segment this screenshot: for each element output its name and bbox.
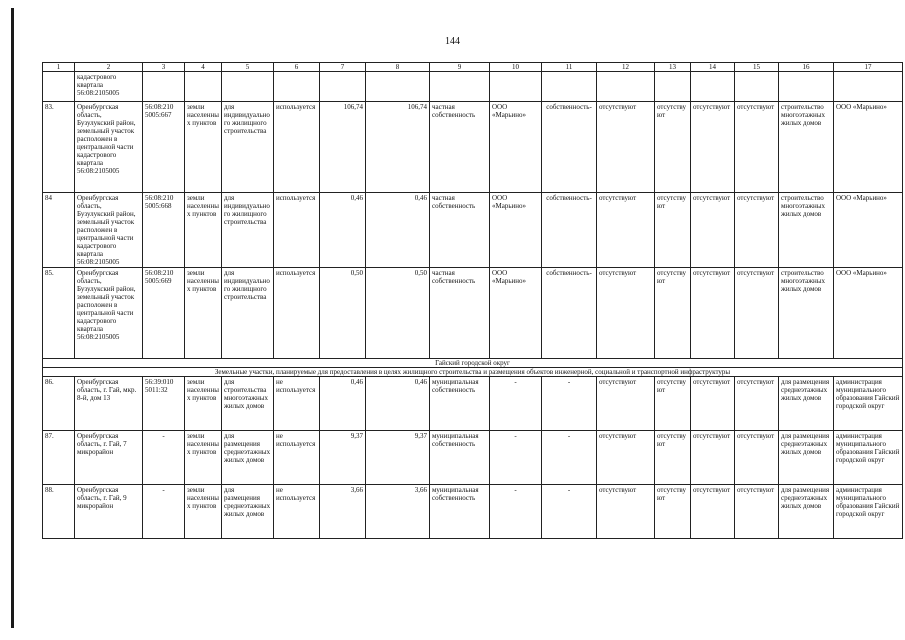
row-number: 85.: [43, 268, 75, 359]
restrictions: отсутствуют: [597, 377, 655, 431]
restrictions: отсутствуют: [597, 485, 655, 539]
column-number: 11: [542, 63, 597, 72]
permitted-use: для размещения среднеэтажных жилых домов: [222, 485, 274, 539]
col-15: отсутствуют: [735, 193, 779, 268]
area-value: 3,66: [320, 485, 366, 539]
column-number: 6: [274, 63, 320, 72]
col-15: отсутствуют: [735, 485, 779, 539]
cadastral-number: -: [143, 431, 185, 485]
column-number: 8: [366, 63, 430, 72]
table-row: [43, 268, 903, 359]
use-status: используется: [274, 268, 320, 359]
restrictions: отсутствуют: [597, 102, 655, 193]
initiator: администрация муниципального образования Гайский городской округ: [834, 431, 903, 485]
col-14: отсутствуют: [691, 193, 735, 268]
cadastral-number: 56:08:210 5005:669: [143, 268, 185, 359]
col-13: отсутствуют: [655, 193, 691, 268]
table-row: [43, 377, 903, 431]
column-number-row: [43, 63, 903, 72]
col-13: отсутствуют: [655, 431, 691, 485]
land-category: земли населенных пунктов: [185, 431, 222, 485]
column-number: 10: [490, 63, 542, 72]
location-cell: кадастрового квартала 56:08:2105005: [75, 72, 143, 102]
cadastral-number: -: [143, 485, 185, 539]
use-status: используется: [274, 193, 320, 268]
area-value: 0,46: [366, 377, 430, 431]
cadastral-number: 56:08:210 5005:668: [143, 193, 185, 268]
owner: -: [490, 431, 542, 485]
column-number: 9: [430, 63, 490, 72]
rights: -: [542, 377, 597, 431]
use-status: не используется: [274, 485, 320, 539]
rights: -: [542, 485, 597, 539]
location-cell: Оренбургская область, г. Гай, 7 микрорайон: [75, 431, 143, 485]
area-value: 0,50: [320, 268, 366, 359]
section-row: [43, 359, 903, 368]
col-15: отсутствуют: [735, 268, 779, 359]
rights: -: [542, 431, 597, 485]
table-row: [43, 193, 903, 268]
col-15: отсутствуют: [735, 377, 779, 431]
permitted-use: для строительства многоэтажных жилых домов: [222, 377, 274, 431]
col-13: отсутствуют: [655, 102, 691, 193]
col-13: отсутствуют: [655, 268, 691, 359]
initiator: ООО «Марьино»: [834, 102, 903, 193]
row-number: 86.: [43, 377, 75, 431]
permitted-use: для индивидуального жилищного строительства: [222, 193, 274, 268]
owner: -: [490, 485, 542, 539]
initiator: ООО «Марьино»: [834, 193, 903, 268]
cadastral-number: 56:39:010 5011:32: [143, 377, 185, 431]
restrictions: отсутствуют: [597, 431, 655, 485]
col-15: отсутствуют: [735, 431, 779, 485]
ownership-form: частная собственность: [430, 102, 490, 193]
column-number: 4: [185, 63, 222, 72]
subsection-title: Земельные участки, планируемые для предоставления в целях жилищного строительства и размещения объектов инженерной, социальной и транспортной инфраструктуры: [43, 368, 903, 377]
area-value: 106,74: [320, 102, 366, 193]
cadastral-number: 56:08:210 5005:667: [143, 102, 185, 193]
initiator: администрация муниципального образования Гайский городской округ: [834, 485, 903, 539]
use-status: не используется: [274, 377, 320, 431]
ownership-form: частная собственность: [430, 193, 490, 268]
rights: собственность-: [542, 193, 597, 268]
location-cell: Оренбургская область, Бузулукский район, земельный участок расположен в центральной части кадастрового квартала 56:08:2105005: [75, 102, 143, 193]
land-category: земли населенных пунктов: [185, 102, 222, 193]
column-number: 3: [143, 63, 185, 72]
planned-purpose: для размещения среднеэтажных жилых домов: [779, 377, 834, 431]
owner: ООО «Марьино»: [490, 102, 542, 193]
col-14: отсутствуют: [691, 102, 735, 193]
subsection-row: [43, 368, 903, 377]
column-number: 16: [779, 63, 834, 72]
planned-purpose: для размещения среднеэтажных жилых домов: [779, 431, 834, 485]
planned-purpose: строительство многоэтажных жилых домов: [779, 102, 834, 193]
land-category: земли населенных пунктов: [185, 485, 222, 539]
initiator: администрация муниципального образования Гайский городской округ: [834, 377, 903, 431]
column-number: 15: [735, 63, 779, 72]
column-number: 13: [655, 63, 691, 72]
location-cell: Оренбургская область, Бузулукский район, земельный участок расположен в центральной части кадастрового квартала 56:08:2105005: [75, 268, 143, 359]
ownership-form: муниципальная собственность: [430, 485, 490, 539]
owner: ООО «Марьино»: [490, 268, 542, 359]
permitted-use: для индивидуального жилищного строительства: [222, 268, 274, 359]
permitted-use: для размещения среднеэтажных жилых домов: [222, 431, 274, 485]
location-cell: Оренбургская область, г. Гай, 9 микрорайон: [75, 485, 143, 539]
area-value: 3,66: [366, 485, 430, 539]
row-number: 83.: [43, 102, 75, 193]
column-number: 14: [691, 63, 735, 72]
col-13: отсутствуют: [655, 377, 691, 431]
land-category: земли населенных пунктов: [185, 268, 222, 359]
initiator: ООО «Марьино»: [834, 268, 903, 359]
area-value: 0,46: [366, 193, 430, 268]
column-number: 5: [222, 63, 274, 72]
area-value: 106,74: [366, 102, 430, 193]
area-value: 0,46: [320, 377, 366, 431]
table-row: [43, 485, 903, 539]
ownership-form: частная собственность: [430, 268, 490, 359]
column-number: 1: [43, 63, 75, 72]
ownership-form: муниципальная собственность: [430, 377, 490, 431]
land-category: земли населенных пунктов: [185, 377, 222, 431]
column-number: 12: [597, 63, 655, 72]
row-number: 88.: [43, 485, 75, 539]
scan-border-edge: [11, 8, 14, 628]
row-number: 87.: [43, 431, 75, 485]
land-category: земли населенных пунктов: [185, 193, 222, 268]
area-value: 0,46: [320, 193, 366, 268]
table-row: [43, 102, 903, 193]
row-number: 84: [43, 193, 75, 268]
rights: собственность-: [542, 102, 597, 193]
col-14: отсутствуют: [691, 268, 735, 359]
use-status: не используется: [274, 431, 320, 485]
col-15: отсутствуют: [735, 102, 779, 193]
owner: -: [490, 377, 542, 431]
col-14: отсутствуют: [691, 377, 735, 431]
ownership-form: муниципальная собственность: [430, 431, 490, 485]
col-13: отсутствуют: [655, 485, 691, 539]
column-number: 7: [320, 63, 366, 72]
area-value: 0,50: [366, 268, 430, 359]
land-plots-table: [42, 62, 903, 539]
planned-purpose: для размещения среднеэтажных жилых домов: [779, 485, 834, 539]
permitted-use: для индивидуального жилищного строительства: [222, 102, 274, 193]
location-cell: Оренбургская область, г. Гай, мкр. 8-й, дом 13: [75, 377, 143, 431]
area-value: 9,37: [366, 431, 430, 485]
page-number: 144: [445, 36, 460, 47]
col-14: отсутствуют: [691, 431, 735, 485]
column-number: 2: [75, 63, 143, 72]
table-row: [43, 431, 903, 485]
rights: собственность-: [542, 268, 597, 359]
table-row-continuation: [43, 72, 903, 102]
owner: ООО «Марьино»: [490, 193, 542, 268]
planned-purpose: строительство многоэтажных жилых домов: [779, 193, 834, 268]
section-title: Гайский городской округ: [43, 359, 903, 368]
use-status: используется: [274, 102, 320, 193]
column-number: 17: [834, 63, 903, 72]
area-value: 9,37: [320, 431, 366, 485]
location-cell: Оренбургская область, Бузулукский район, земельный участок расположен в центральной части кадастрового квартала 56:08:2105005: [75, 193, 143, 268]
planned-purpose: строительство многоэтажных жилых домов: [779, 268, 834, 359]
restrictions: отсутствуют: [597, 193, 655, 268]
restrictions: отсутствуют: [597, 268, 655, 359]
col-14: отсутствуют: [691, 485, 735, 539]
